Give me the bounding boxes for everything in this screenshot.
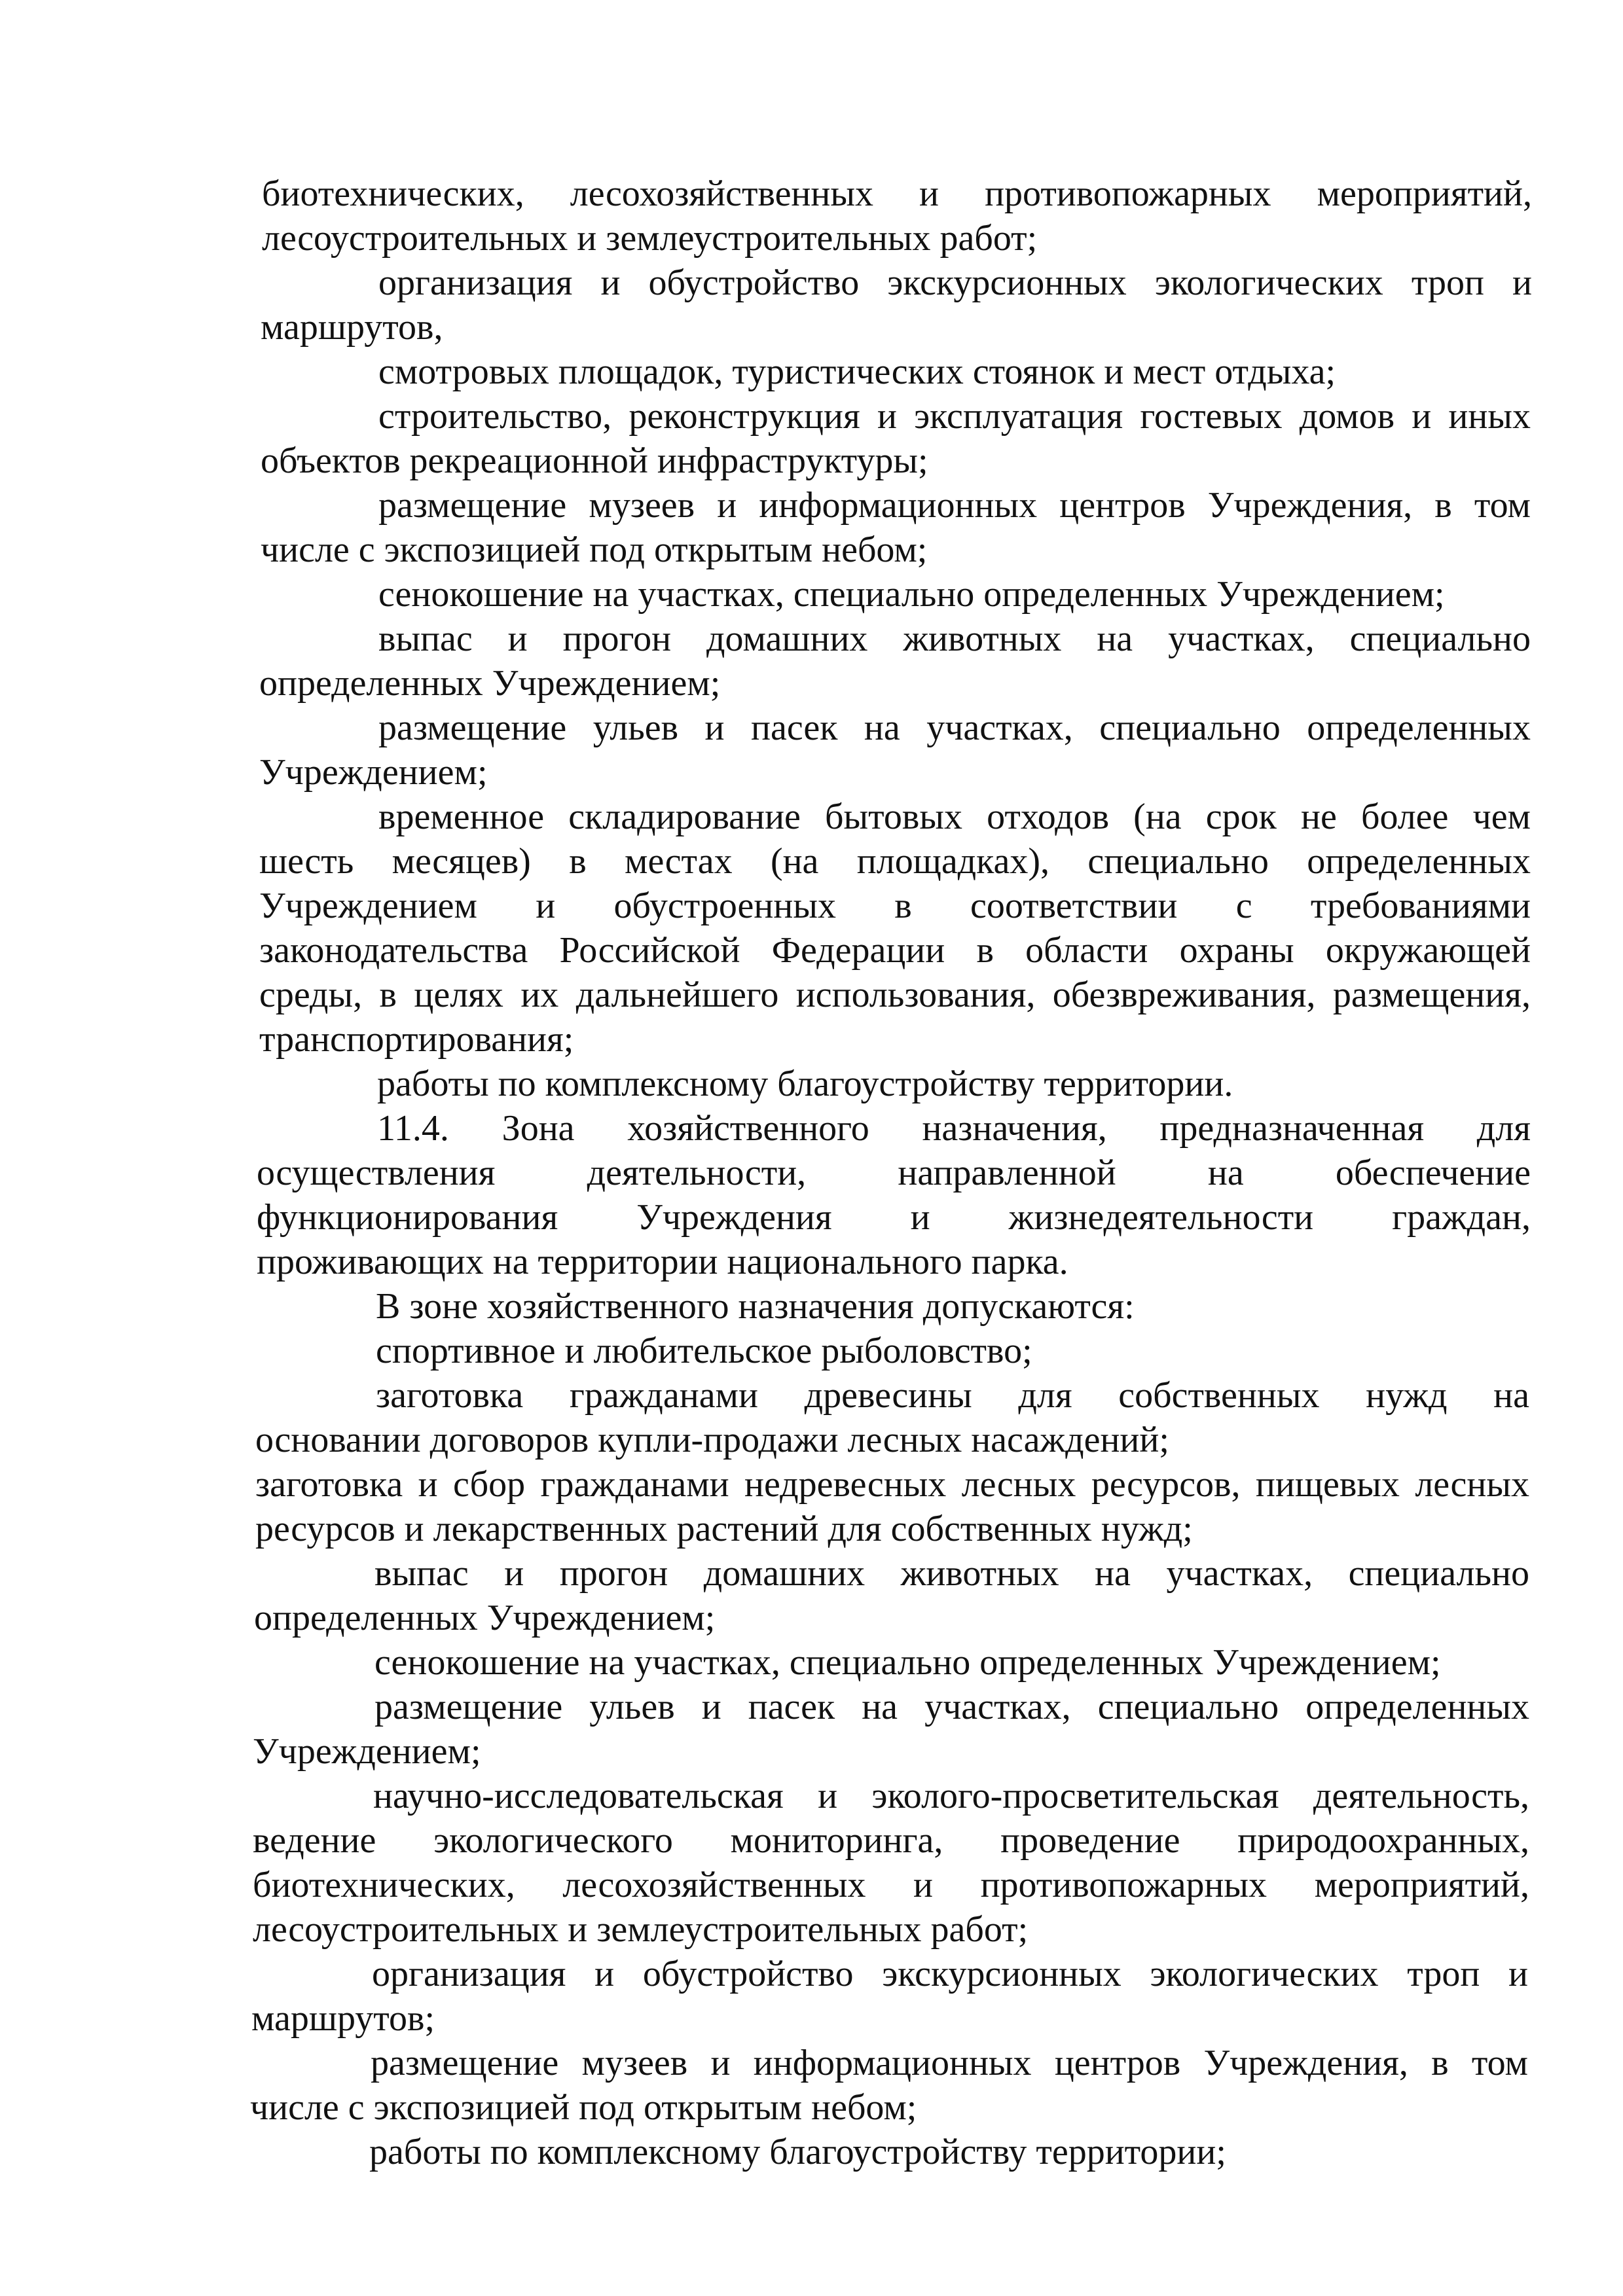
text-line: работы по комплексному благоустройству территории; [369, 2132, 1226, 2172]
text-line: размещение ульев и пасек на участках, специально определенных [374, 1687, 1529, 1727]
text-line: числе с экспозицией под открытым небом; [250, 2087, 917, 2128]
text-line: сенокошение на участках, специально определенных Учреждением; [374, 1642, 1441, 1683]
text-line: научно-исследовательская и эколого-просветительская деятельность, [373, 1776, 1529, 1816]
text-line: числе с экспозицией под открытым небом; [261, 529, 928, 570]
text-line: организация и обустройство экскурсионных экологических троп и [372, 1954, 1528, 1994]
text-line: временное складирование бытовых отходов (на срок не более чем [378, 797, 1531, 837]
text-line: строительство, реконструкция и эксплуатация гостевых домов и иных [378, 396, 1531, 437]
text-line: заготовка и сбор гражданами недревесных лесных ресурсов, пищевых лесных [255, 1464, 1529, 1505]
text-line: размещение музеев и информационных центров Учреждения, в том [378, 485, 1531, 526]
text-line: размещение ульев и пасек на участках, специально определенных [378, 708, 1531, 748]
text-line: функционирования Учреждения и жизнедеятельности граждан, [257, 1197, 1531, 1238]
text-line: транспортирования; [259, 1019, 574, 1060]
text-line: Учреждением; [253, 1731, 481, 1772]
text-line: маршрутов; [251, 1998, 435, 2039]
text-line: лесоустроительных и землеустроительных работ; [253, 1909, 1029, 1950]
text-line: объектов рекреационной инфраструктуры; [261, 440, 928, 481]
text-line: лесоустроительных и землеустроительных работ; [262, 218, 1038, 259]
text-line: определенных Учреждением; [259, 663, 721, 704]
text-line: биотехнических, лесохозяйственных и противопожарных мероприятий, [262, 173, 1532, 214]
text-line: биотехнических, лесохозяйственных и противопожарных мероприятий, [253, 1865, 1529, 1905]
text-line: среды, в целях их дальнейшего использования, обезвреживания, размещения, [259, 975, 1531, 1015]
text-line: организация и обустройство экскурсионных экологических троп и [378, 262, 1532, 303]
text-line: работы по комплексному благоустройству территории. [377, 1064, 1233, 1104]
text-line: осуществления деятельности, направленной на обеспечение [257, 1153, 1531, 1193]
text-line: В зоне хозяйственного назначения допускаются: [376, 1286, 1135, 1327]
text-line: шесть месяцев) в местах (на площадках), специально определенных [259, 841, 1531, 882]
text-line: определенных Учреждением; [254, 1598, 716, 1638]
text-line: 11.4. Зона хозяйственного назначения, предназначенная для [377, 1108, 1531, 1149]
text-line: смотровых площадок, туристических стоянок и мест отдыха; [378, 351, 1336, 392]
text-line: заготовка гражданами древесины для собственных нужд на [376, 1375, 1529, 1416]
text-line: спортивное и любительское рыболовство; [376, 1331, 1032, 1371]
text-line: Учреждением; [259, 752, 488, 793]
text-line: выпас и прогон домашних животных на участках, специально [374, 1553, 1529, 1594]
text-line: ведение экологического мониторинга, проведение природоохранных, [253, 1820, 1529, 1861]
text-line: Учреждением и обустроенных в соответствии с требованиями [259, 886, 1531, 926]
text-line: размещение музеев и информационных центров Учреждения, в том [371, 2043, 1528, 2083]
text-line: ресурсов и лекарственных растений для собственных нужд; [255, 1509, 1193, 1549]
text-line: проживающих на территории национального парка. [257, 1242, 1068, 1282]
text-line: сенокошение на участках, специально определенных Учреждением; [378, 574, 1445, 615]
text-line: выпас и прогон домашних животных на участках, специально [378, 619, 1531, 659]
text-line: основании договоров купли-продажи лесных насаждений; [255, 1420, 1169, 1460]
text-line: маршрутов, [261, 307, 443, 348]
text-line: законодательства Российской Федерации в области охраны окружающей [259, 930, 1531, 971]
